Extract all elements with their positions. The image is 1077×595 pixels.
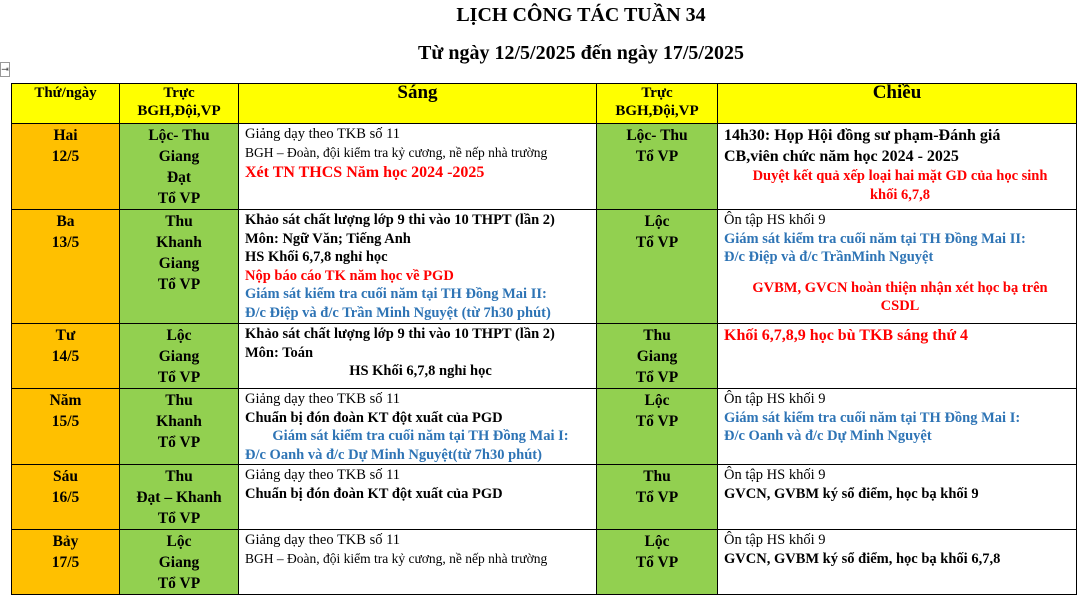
duty-morning-cell: Lộc Giang Tổ VP xyxy=(120,324,239,389)
duty-morning-cell: Thu Khanh Giang Tổ VP xyxy=(120,210,239,324)
day-cell: Tư 14/5 xyxy=(12,324,120,389)
page-title: LỊCH CÔNG TÁC TUẦN 34 xyxy=(456,4,706,26)
duty-morning-cell: Lộc Giang Tổ VP xyxy=(120,530,239,595)
header-duty-morning: Trực BGH,Đội,VP xyxy=(120,84,239,124)
afternoon-cell[interactable]: Ôn tập HS khối 9 GVCN, GVBM ký sổ điểm, học bạ khối 9 xyxy=(718,465,1077,530)
duty-afternoon-cell: Thu Tổ VP xyxy=(597,465,718,530)
duty-afternoon-cell: Lộc Tổ VP xyxy=(597,530,718,595)
header-afternoon: Chiều xyxy=(718,84,1077,124)
duty-morning-cell: Thu Khanh Tổ VP xyxy=(120,389,239,465)
header-day: Thứ/ngày xyxy=(12,84,120,124)
duty-morning-cell: Thu Đạt – Khanh Tổ VP xyxy=(120,465,239,530)
header-duty-afternoon: Trực BGH,Đội,VP xyxy=(597,84,718,124)
afternoon-cell[interactable]: Ôn tập HS khối 9 GVCN, GVBM ký sổ điểm, học bạ khối 6,7,8 xyxy=(718,530,1077,595)
morning-cell[interactable]: Khảo sát chất lượng lớp 9 thi vào 10 THPT (lần 2) Môn: Ngữ Văn; Tiếng Anh HS Khối 6,7,8 nghỉ học Nộp báo cáo TK năm học về PGD Giám sát kiểm tra cuối năm tại TH Đồng Mai II: Đ/c Điệp và đ/c Trần Minh Nguyệt (từ 7h30 phút) xyxy=(239,210,597,324)
duty-afternoon-cell: Lộc Tổ VP xyxy=(597,210,718,324)
afternoon-cell[interactable]: Khối 6,7,8,9 học bù TKB sáng thứ 4 xyxy=(718,324,1077,389)
duty-morning-cell: Lộc- Thu Giang Đạt Tổ VP xyxy=(120,124,239,210)
duty-afternoon-cell: Thu Giang Tổ VP xyxy=(597,324,718,389)
table-row xyxy=(12,210,1077,324)
header-morning: Sáng xyxy=(239,84,597,124)
table-row xyxy=(12,324,1077,389)
afternoon-cell[interactable]: Ôn tập HS khối 9 Giám sát kiểm tra cuối năm tại TH Đồng Mai II: Đ/c Điệp và đ/c TrầnMinh Nguyệt GVBM, GVCN hoàn thiện nhận xét học bạ trên CSDL xyxy=(718,210,1077,324)
schedule-table xyxy=(11,83,1077,595)
afternoon-cell[interactable]: 14h30: Họp Hội đồng sư phạm-Đánh giá CB,viên chức năm học 2024 - 2025 Duyệt kết quả xếp loại hai mặt GD của học sinh khối 6,7,8 xyxy=(718,124,1077,210)
morning-cell[interactable]: Giảng dạy theo TKB số 11 Chuẩn bị đón đoàn KT đột xuất của PGD Giám sát kiểm tra cuối năm tại TH Đồng Mai I: Đ/c Oanh và đ/c Dự Minh Nguyệt(từ 7h30 phút) xyxy=(239,389,597,465)
day-cell: Năm 15/5 xyxy=(12,389,120,465)
morning-cell[interactable]: Giảng dạy theo TKB số 11 BGH – Đoàn, đội kiểm tra kỷ cương, nề nếp nhà trường Xét TN THCS Năm học 2024 -2025 xyxy=(239,124,597,210)
day-cell: Hai 12/5 xyxy=(12,124,120,210)
morning-cell[interactable]: Giảng dạy theo TKB số 11 BGH – Đoàn, đội kiểm tra kỷ cương, nề nếp nhà trường xyxy=(239,530,597,595)
day-cell: Ba 13/5 xyxy=(12,210,120,324)
morning-cell[interactable]: Khảo sát chất lượng lớp 9 thi vào 10 THPT (lần 2) Môn: Toán HS Khối 6,7,8 nghỉ học xyxy=(239,324,597,389)
afternoon-cell[interactable]: Ôn tập HS khối 9 Giám sát kiểm tra cuối năm tại TH Đồng Mai I: Đ/c Oanh và đ/c Dự Minh Nguyệt xyxy=(718,389,1077,465)
table-move-handle-icon[interactable]: ⇥ xyxy=(0,62,10,77)
duty-afternoon-cell: Lộc- Thu Tổ VP xyxy=(597,124,718,210)
day-cell: Bảy 17/5 xyxy=(12,530,120,595)
table-row xyxy=(12,389,1077,465)
table-row xyxy=(12,530,1077,595)
table-row xyxy=(12,465,1077,530)
morning-cell[interactable]: Giảng dạy theo TKB số 11 Chuẩn bị đón đoàn KT đột xuất của PGD xyxy=(239,465,597,530)
table-row xyxy=(12,124,1077,210)
table-header-row xyxy=(12,84,1077,124)
day-cell: Sáu 16/5 xyxy=(12,465,120,530)
duty-afternoon-cell: Lộc Tổ VP xyxy=(597,389,718,465)
page-subtitle: Từ ngày 12/5/2025 đến ngày 17/5/2025 xyxy=(418,42,744,64)
